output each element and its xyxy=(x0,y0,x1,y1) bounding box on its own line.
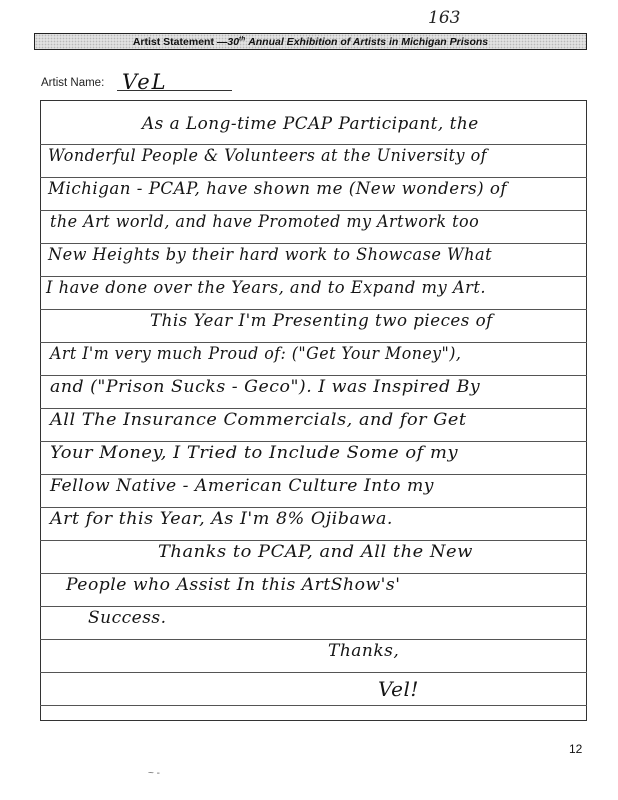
footer-mark: ~ - xyxy=(148,768,160,779)
statement-line: People who Assist In this ArtShow's' xyxy=(66,575,401,595)
ruled-line xyxy=(40,507,587,508)
ruled-line xyxy=(40,441,587,442)
statement-line: New Heights by their hard work to Showcase What xyxy=(48,245,493,265)
ruled-line xyxy=(40,474,587,475)
title-edition: 30th xyxy=(227,35,246,48)
statement-line: and ("Prison Sucks - Geco"). I was Inspired By xyxy=(50,377,481,397)
artist-name-label: Artist Name: xyxy=(41,77,105,89)
statement-line: Art for this Year, As I'm 8% Ojibawa. xyxy=(50,509,393,529)
statement-line: Art I'm very much Proud of: ("Get Your Money"), xyxy=(50,344,462,364)
page-title xyxy=(34,33,587,50)
statement-line: Michigan - PCAP, have shown me (New wonders) of xyxy=(48,179,508,199)
title-exhibition: Annual Exhibition of Artists in Michigan Prisons xyxy=(248,35,489,48)
ruled-line xyxy=(40,606,587,607)
statement-signature: Vel! xyxy=(378,677,419,701)
ruled-line xyxy=(40,243,587,244)
ruled-line xyxy=(40,573,587,574)
ruled-line xyxy=(40,672,587,673)
ruled-line xyxy=(40,144,587,145)
ruled-line xyxy=(40,177,587,178)
statement-line: Success. xyxy=(88,608,167,628)
artist-name-value: VeL xyxy=(122,70,168,94)
handwritten-page-number: 163 xyxy=(428,8,461,28)
statement-line: As a Long-time PCAP Participant, the xyxy=(142,114,479,134)
statement-line: All The Insurance Commercials, and for Get xyxy=(50,410,467,430)
statement-line: I have done over the Years, and to Expand my Art. xyxy=(46,278,487,298)
ruled-line xyxy=(40,210,587,211)
ruled-line xyxy=(40,342,587,343)
footer-page-number: 12 xyxy=(569,742,583,756)
ruled-line xyxy=(40,375,587,376)
statement-line: the Art world, and have Promoted my Artwork too xyxy=(50,212,480,232)
statement-line: Fellow Native - American Culture Into my xyxy=(50,476,434,496)
statement-sign-off: Thanks, xyxy=(328,641,400,661)
ruled-line xyxy=(40,309,587,310)
statement-line: Wonderful People & Volunteers at the University of xyxy=(48,146,488,166)
ruled-line xyxy=(40,540,587,541)
statement-line: Thanks to PCAP, and All the New xyxy=(158,542,473,562)
ruled-line xyxy=(40,705,587,706)
statement-line: Your Money, I Tried to Include Some of my xyxy=(50,443,459,463)
ruled-line xyxy=(40,276,587,277)
statement-line: This Year I'm Presenting two pieces of xyxy=(150,311,493,331)
title-prefix: Artist Statement — xyxy=(132,35,228,48)
ruled-line xyxy=(40,408,587,409)
ruled-line xyxy=(40,639,587,640)
